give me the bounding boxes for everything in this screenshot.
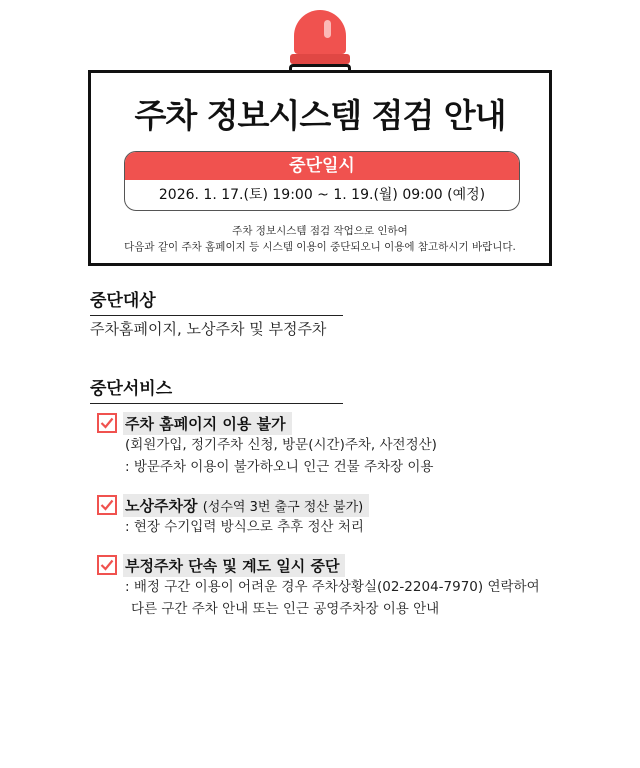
services-heading: 중단서비스 [90,374,343,404]
siren-dome [294,10,346,54]
service-item-name: 주차 홈페이지 이용 불가 [123,412,292,435]
service-item [97,412,437,478]
siren-icon [290,10,350,72]
service-item-detail: 다른 구간 주차 안내 또는 인근 공영주차장 이용 안내 [131,601,440,617]
checkbox-icon [97,555,117,575]
period-label: 중단일시 [125,152,519,180]
service-item-name: 부정주차 단속 및 계도 일시 중단 [123,554,345,577]
notice-title: 주차 정보시스템 점검 안내 [134,96,506,135]
target-body: 주차홈페이지, 노상주차 및 부정주차 [90,320,327,338]
target-heading: 중단대상 [90,286,343,316]
checkbox-icon [97,495,117,515]
service-item [97,494,369,538]
service-item-sub: (성수역 3번 출구 정산 불가) [202,499,364,515]
service-item-detail: (회원가입, 정기주차 신청, 방문(시간)주차, 사전정산) [125,437,437,453]
notice-description [91,223,549,255]
siren-base [290,54,350,64]
notice-desc-line: 다음과 같이 주차 홈페이지 등 시스템 이용이 중단되오니 이용에 참고하시기 바랍니다. [124,241,516,253]
siren-shine [324,20,331,38]
service-item-detail: : 방문주차 이용이 불가하오니 인근 건물 주차장 이용 [125,459,434,475]
notice-desc-line: 주차 정보시스템 점검 작업으로 인하여 [232,225,408,237]
period-dates: 2026. 1. 17.(토) 19:00 ~ 1. 19.(월) 09:00 (예정) [158,187,486,203]
period-box [124,151,520,211]
service-item-detail: : 현장 수기입력 방식으로 추후 정산 처리 [125,519,364,535]
notice-box [88,70,552,266]
service-item-name: 노상주차장 (성수역 3번 출구 정산 불가) [123,494,369,517]
checkbox-icon [97,413,117,433]
service-item-detail: : 배정 구간 이용이 어려운 경우 주차상황실(02-2204-7970) 연락하여 [125,579,540,595]
service-item [97,554,540,620]
